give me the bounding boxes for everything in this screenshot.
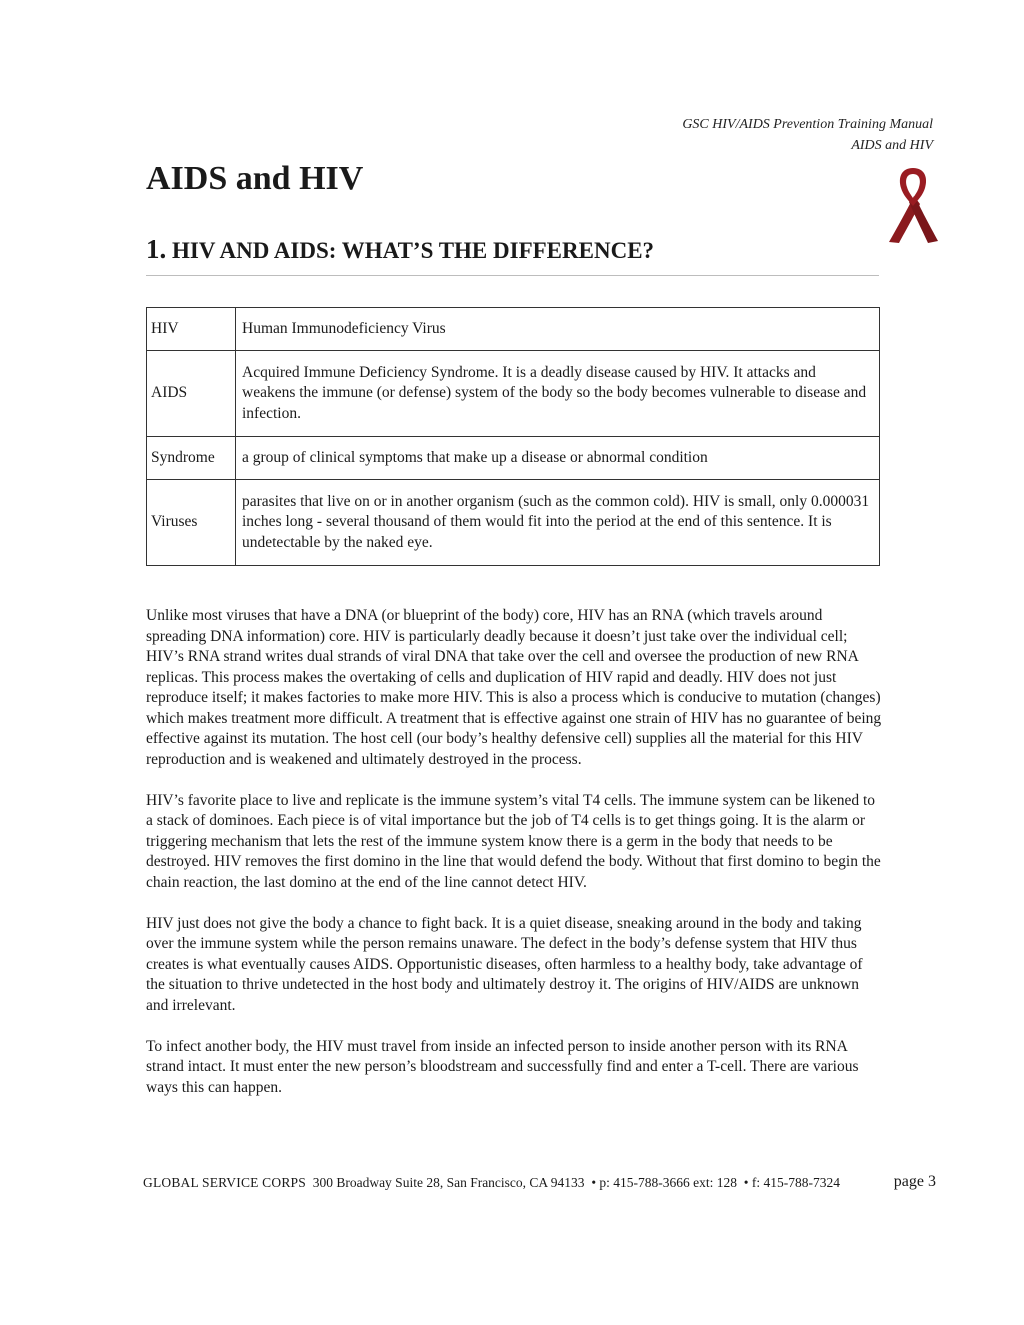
footer-phone: p: 415-788-3666 ext: 128	[599, 1175, 738, 1190]
definition-cell: Human Immunodeficiency Virus	[236, 308, 880, 351]
running-header-manual: GSC HIV/AIDS Prevention Training Manual	[682, 117, 933, 132]
definitions-table	[146, 307, 880, 566]
footer-address: 300 Broadway Suite 28, San Francisco, CA 94133	[312, 1175, 585, 1190]
term-cell: Syndrome	[147, 437, 236, 480]
footer-fax: f: 415-788-7324	[751, 1175, 841, 1190]
section-number: 1.	[146, 234, 167, 264]
term-cell: Viruses	[147, 480, 236, 566]
page-footer	[143, 1175, 840, 1191]
running-header	[682, 114, 933, 156]
paragraph: HIV just does not give the body a chance to fight back. It is a quiet disease, sneaking around in the body and taking over the immune system while the person remains unaware. The defect in the body’s defense system that HIV thus creates is what eventually causes AIDS. Opportunistic diseases, often harmless to a healthy body, take advantage of the situation to thrive undetected in the host body and ultimately destroy it. The origins of HIV/AIDS are unknown and irrelevant.	[146, 914, 863, 1014]
table-row	[147, 437, 880, 480]
ribbon-loop	[900, 168, 926, 206]
definition-cell: a group of clinical symptoms that make up a disease or abnormal condition	[236, 437, 880, 480]
footer-org: GLOBAL SERVICE CORPS	[143, 1175, 306, 1190]
page-number: page 3	[893, 1173, 936, 1190]
running-header-chapter: AIDS and HIV	[851, 138, 933, 153]
table-row	[147, 308, 880, 351]
section-heading	[146, 234, 654, 265]
section-heading-text: HIV AND AIDS: WHAT’S THE DIFFERENCE?	[172, 238, 655, 263]
term-cell: AIDS	[147, 351, 236, 437]
paragraph: Unlike most viruses that have a DNA (or blueprint of the body) core, HIV has an RNA (which travels around spreading DNA information) core. HIV is particularly deadly because it doesn’t just take over the individual cell; HIV’s RNA strand writes dual strands of viral DNA that take over the cell and oversee the production of new RNA replicas. This process makes the overtaking of cells and duplication of HIV rapid and deadly. HIV does not just reproduce itself; it makes factories to make more HIV. This is also a process which is conducive to mutation (changes) which makes treatment more difficult. A treatment that is effective against one strain of HIV has no guarantee of being effective against its mutation. The host cell (our body’s healthy defensive cell) supplies all the material for this HIV reproduction and is weakened and ultimately destroyed in the process.	[146, 607, 882, 768]
paragraph: To infect another body, the HIV must travel from inside an infected person to inside another person with its RNA strand intact. It must enter the new person’s bloodstream and successfully find and enter a T-cell. There are various ways this can happen.	[146, 1037, 859, 1096]
table-row	[147, 480, 880, 566]
footer-bullet: •	[743, 1175, 749, 1190]
table-row	[147, 351, 880, 437]
definition-cell: Acquired Immune Deficiency Syndrome. It is a deadly disease caused by HIV. It attacks and weakens the immune (or defense) system of the body so the body becomes vulnerable to disease and infection.	[236, 351, 880, 437]
definition-cell: parasites that live on or in another organism (such as the common cold). HIV is small, only 0.000031 inches long - several thousand of them would fit into the period at the end of this sentence. It is undetectable by the naked eye.	[236, 480, 880, 566]
paragraph: HIV’s favorite place to live and replicate is the immune system’s vital T4 cells. The immune system can be likened to a stack of dominoes. Each piece is of vital importance but the job of T4 cells is to get things going. It is the alarm or triggering mechanism that lets the rest of the immune system know there is a germ in the body that needs to be destroyed. HIV removes the first domino in the line that would defend the body. Without that first domino to begin the chain reaction, the last domino at the end of the line cannot detect HIV.	[146, 791, 881, 891]
heading-divider	[146, 275, 879, 276]
red-ribbon-icon	[887, 166, 939, 244]
body-text	[146, 606, 882, 1119]
page-title: AIDS and HIV	[146, 160, 364, 197]
footer-bullet: •	[591, 1175, 597, 1190]
term-cell: HIV	[147, 308, 236, 351]
